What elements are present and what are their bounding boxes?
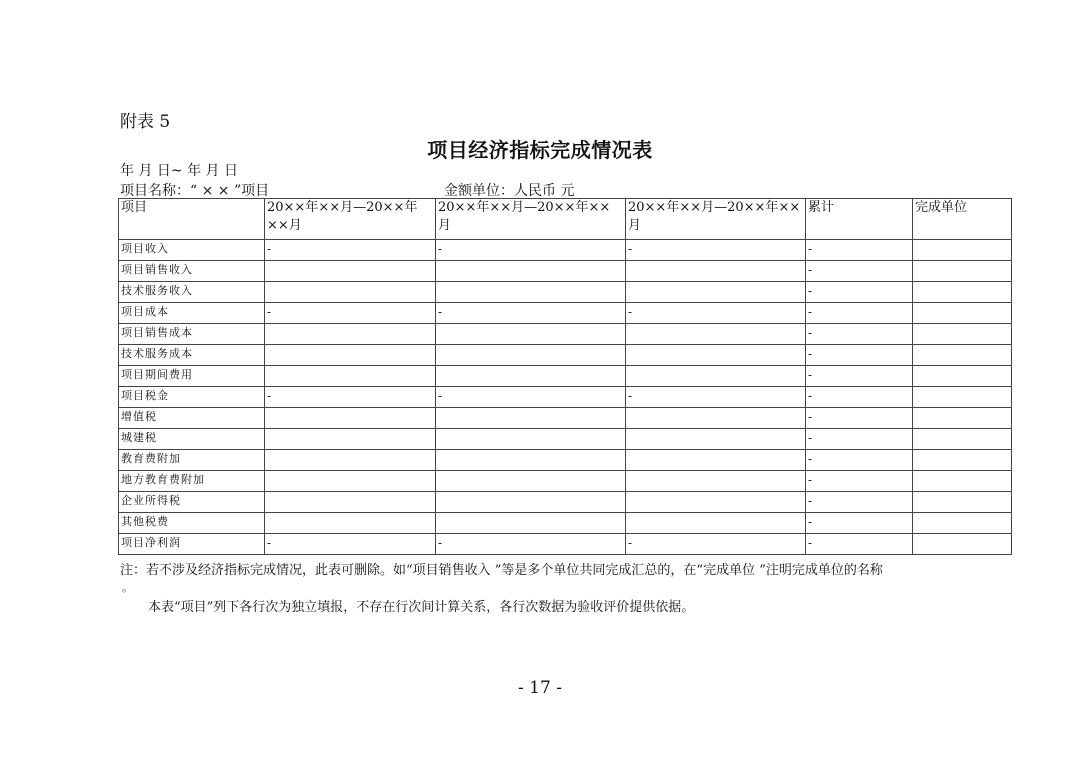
amount-unit-line: 金额单位：人民币 元 [444,183,575,199]
table-cell [913,303,1012,324]
table-header-row [119,199,1012,240]
table-row [119,303,1012,324]
table-cell: - [436,240,626,261]
appendix-label: 附表 5 [120,112,171,132]
row-label: 地方教育费附加 [119,471,265,492]
table-row [119,534,1012,555]
table-cell [265,513,436,534]
table-cell [436,408,626,429]
table-cell [436,366,626,387]
table-cell [436,345,626,366]
table-cell: - [806,513,913,534]
table-cell [913,366,1012,387]
table-cell: - [806,387,913,408]
table-row [119,366,1012,387]
table-cell: - [806,471,913,492]
table-row [119,261,1012,282]
table-cell [913,429,1012,450]
table-cell [626,366,806,387]
row-label: 技术服务收入 [119,282,265,303]
table-cell [436,429,626,450]
table-cell: - [265,534,436,555]
page-number: - 17 - [518,678,562,698]
table-cell: - [806,345,913,366]
table-cell [913,513,1012,534]
table-row [119,471,1012,492]
table-cell [626,471,806,492]
table-cell [436,324,626,345]
table-cell [626,282,806,303]
row-label: 项目净利润 [119,534,265,555]
table-cell [265,492,436,513]
table-cell [626,261,806,282]
table-cell [913,282,1012,303]
table-cell [913,324,1012,345]
row-label: 其他税费 [119,513,265,534]
table-cell [626,429,806,450]
table-cell [626,345,806,366]
table-cell: - [806,240,913,261]
table-cell [913,408,1012,429]
table-cell: - [806,492,913,513]
table-cell: - [806,366,913,387]
table-cell [265,408,436,429]
table-row [119,408,1012,429]
table-cell [626,450,806,471]
table-row [119,429,1012,450]
row-label: 教育费附加 [119,450,265,471]
table-cell [265,450,436,471]
table-cell [913,471,1012,492]
table-cell [265,345,436,366]
table-cell [436,471,626,492]
note-1-tail: 。 [122,581,133,594]
table-row [119,450,1012,471]
table-cell: - [806,450,913,471]
table-cell [436,450,626,471]
economic-indicator-table [118,198,1012,555]
table-cell [265,261,436,282]
table-cell [265,366,436,387]
table-cell [913,345,1012,366]
table-cell: - [436,534,626,555]
table-row [119,282,1012,303]
row-label: 项目收入 [119,240,265,261]
table-cell [626,492,806,513]
note-1: 注：若不涉及经济指标完成情况，此表可删除。如“项目销售收入 ”等是多个单位共同完成汇总的，在“完成单位 ”注明完成单位的名称 [120,563,883,578]
table-cell [913,534,1012,555]
table-cell [913,240,1012,261]
table-cell [436,261,626,282]
column-header: 完成单位 [913,199,1012,240]
table-cell [913,387,1012,408]
column-header: 累计 [806,199,913,240]
row-label: 增值税 [119,408,265,429]
table-cell: - [265,387,436,408]
table-cell [265,429,436,450]
column-header: 20××年××月—20××年××月 [436,199,626,240]
table-cell: - [626,387,806,408]
table-body [119,199,1012,555]
table-row [119,513,1012,534]
table-cell [626,513,806,534]
row-label: 项目期间费用 [119,366,265,387]
table-cell: - [626,534,806,555]
table-cell: - [436,387,626,408]
row-label: 项目销售成本 [119,324,265,345]
table-row [119,324,1012,345]
table-cell [265,324,436,345]
table-cell: - [265,240,436,261]
table-row [119,492,1012,513]
table-cell: - [806,429,913,450]
table-cell [913,492,1012,513]
column-header: 20××年××月—20××年××月 [626,199,806,240]
note-2: 本表“项目”列下各行次为独立填报，不存在行次间计算关系，各行次数据为验收评价提供依据。 [148,600,695,615]
table-cell [436,492,626,513]
table-cell: - [806,303,913,324]
table-row [119,387,1012,408]
table-cell: - [806,534,913,555]
table-cell: - [436,303,626,324]
table-cell: - [806,408,913,429]
row-label: 项目成本 [119,303,265,324]
table-cell: - [806,282,913,303]
row-label: 项目销售收入 [119,261,265,282]
table-cell [436,513,626,534]
column-header: 20××年××月—20××年××月 [265,199,436,240]
column-header: 项目 [119,199,265,240]
table-cell: - [806,324,913,345]
table-cell [265,471,436,492]
table-row [119,345,1012,366]
row-label: 城建税 [119,429,265,450]
table-cell: - [626,240,806,261]
row-label: 项目税金 [119,387,265,408]
table-cell: - [806,261,913,282]
table-cell: - [265,303,436,324]
date-range-line: 年 月 日~ 年 月 日 [120,163,238,179]
table-cell [436,282,626,303]
table-cell [626,408,806,429]
table-cell [913,450,1012,471]
table-cell: - [626,303,806,324]
row-label: 企业所得税 [119,492,265,513]
table-row [119,240,1012,261]
row-label: 技术服务成本 [119,345,265,366]
table-cell [913,261,1012,282]
document-title: 项目经济指标完成情况表 [427,138,653,162]
table-cell [626,324,806,345]
project-name-line: 项目名称：“ × × ”项目 [120,183,270,199]
table-cell [265,282,436,303]
